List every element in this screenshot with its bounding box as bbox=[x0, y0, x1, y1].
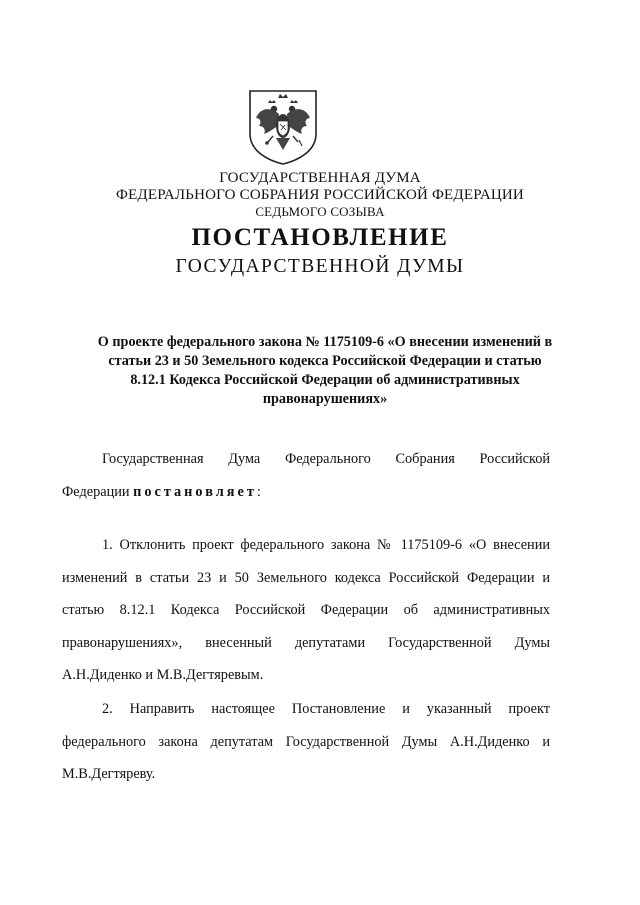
preamble-prefix: Федерации bbox=[62, 484, 134, 500]
document-subject bbox=[90, 333, 560, 409]
item1-line: А.Н.Диденко и М.В.Дегтяревым. bbox=[62, 667, 264, 683]
item1-line: статью 8.12.1 Кодекса Российской Федерации об административных bbox=[62, 602, 550, 618]
preamble-suffix: : bbox=[256, 484, 261, 500]
item1-line: 1. Отклонить проект федерального закона № 1175109-6 «О внесении bbox=[102, 537, 550, 553]
subject-line: правонарушениях» bbox=[262, 391, 388, 407]
subject-line: 8.12.1 Кодекса Российской Федерации об административных bbox=[130, 372, 520, 388]
subject-line: статьи 23 и 50 Земельного кодекса Российской Федерации и статью bbox=[108, 353, 542, 369]
preamble-line bbox=[62, 484, 550, 501]
header-line-convocation: СЕДЬМОГО СОЗЫВА bbox=[255, 204, 385, 219]
preamble-line: Государственная Дума Федерального Собрания Российской bbox=[102, 451, 550, 467]
document-title: ПОСТАНОВЛЕНИЕ bbox=[191, 224, 449, 251]
header-line-duma: ГОСУДАРСТВЕННАЯ ДУМА bbox=[219, 170, 421, 186]
document-subtitle: ГОСУДАРСТВЕННОЙ ДУМЫ bbox=[175, 256, 465, 277]
coat-of-arms-icon bbox=[246, 88, 320, 166]
item2-line: федерального закона депутатам Государственной Думы А.Н.Диденко и bbox=[62, 734, 550, 750]
item2-line: М.В.Дегтяреву. bbox=[62, 766, 156, 782]
subject-line: О проекте федерального закона № 1175109-6 «О внесении изменений в bbox=[97, 334, 553, 350]
header-line-assembly: ФЕДЕРАЛЬНОГО СОБРАНИЯ РОССИЙСКОЙ ФЕДЕРАЦИИ bbox=[116, 187, 524, 203]
preamble-resolves: постановляет bbox=[133, 484, 257, 500]
item1-line: правонарушениях», внесенный депутатами Государственной Думы bbox=[62, 635, 550, 651]
item2-line: 2. Направить настоящее Постановление и указанный проект bbox=[102, 701, 550, 717]
item1-line: изменений в статьи 23 и 50 Земельного кодекса Российской Федерации и bbox=[62, 570, 550, 586]
